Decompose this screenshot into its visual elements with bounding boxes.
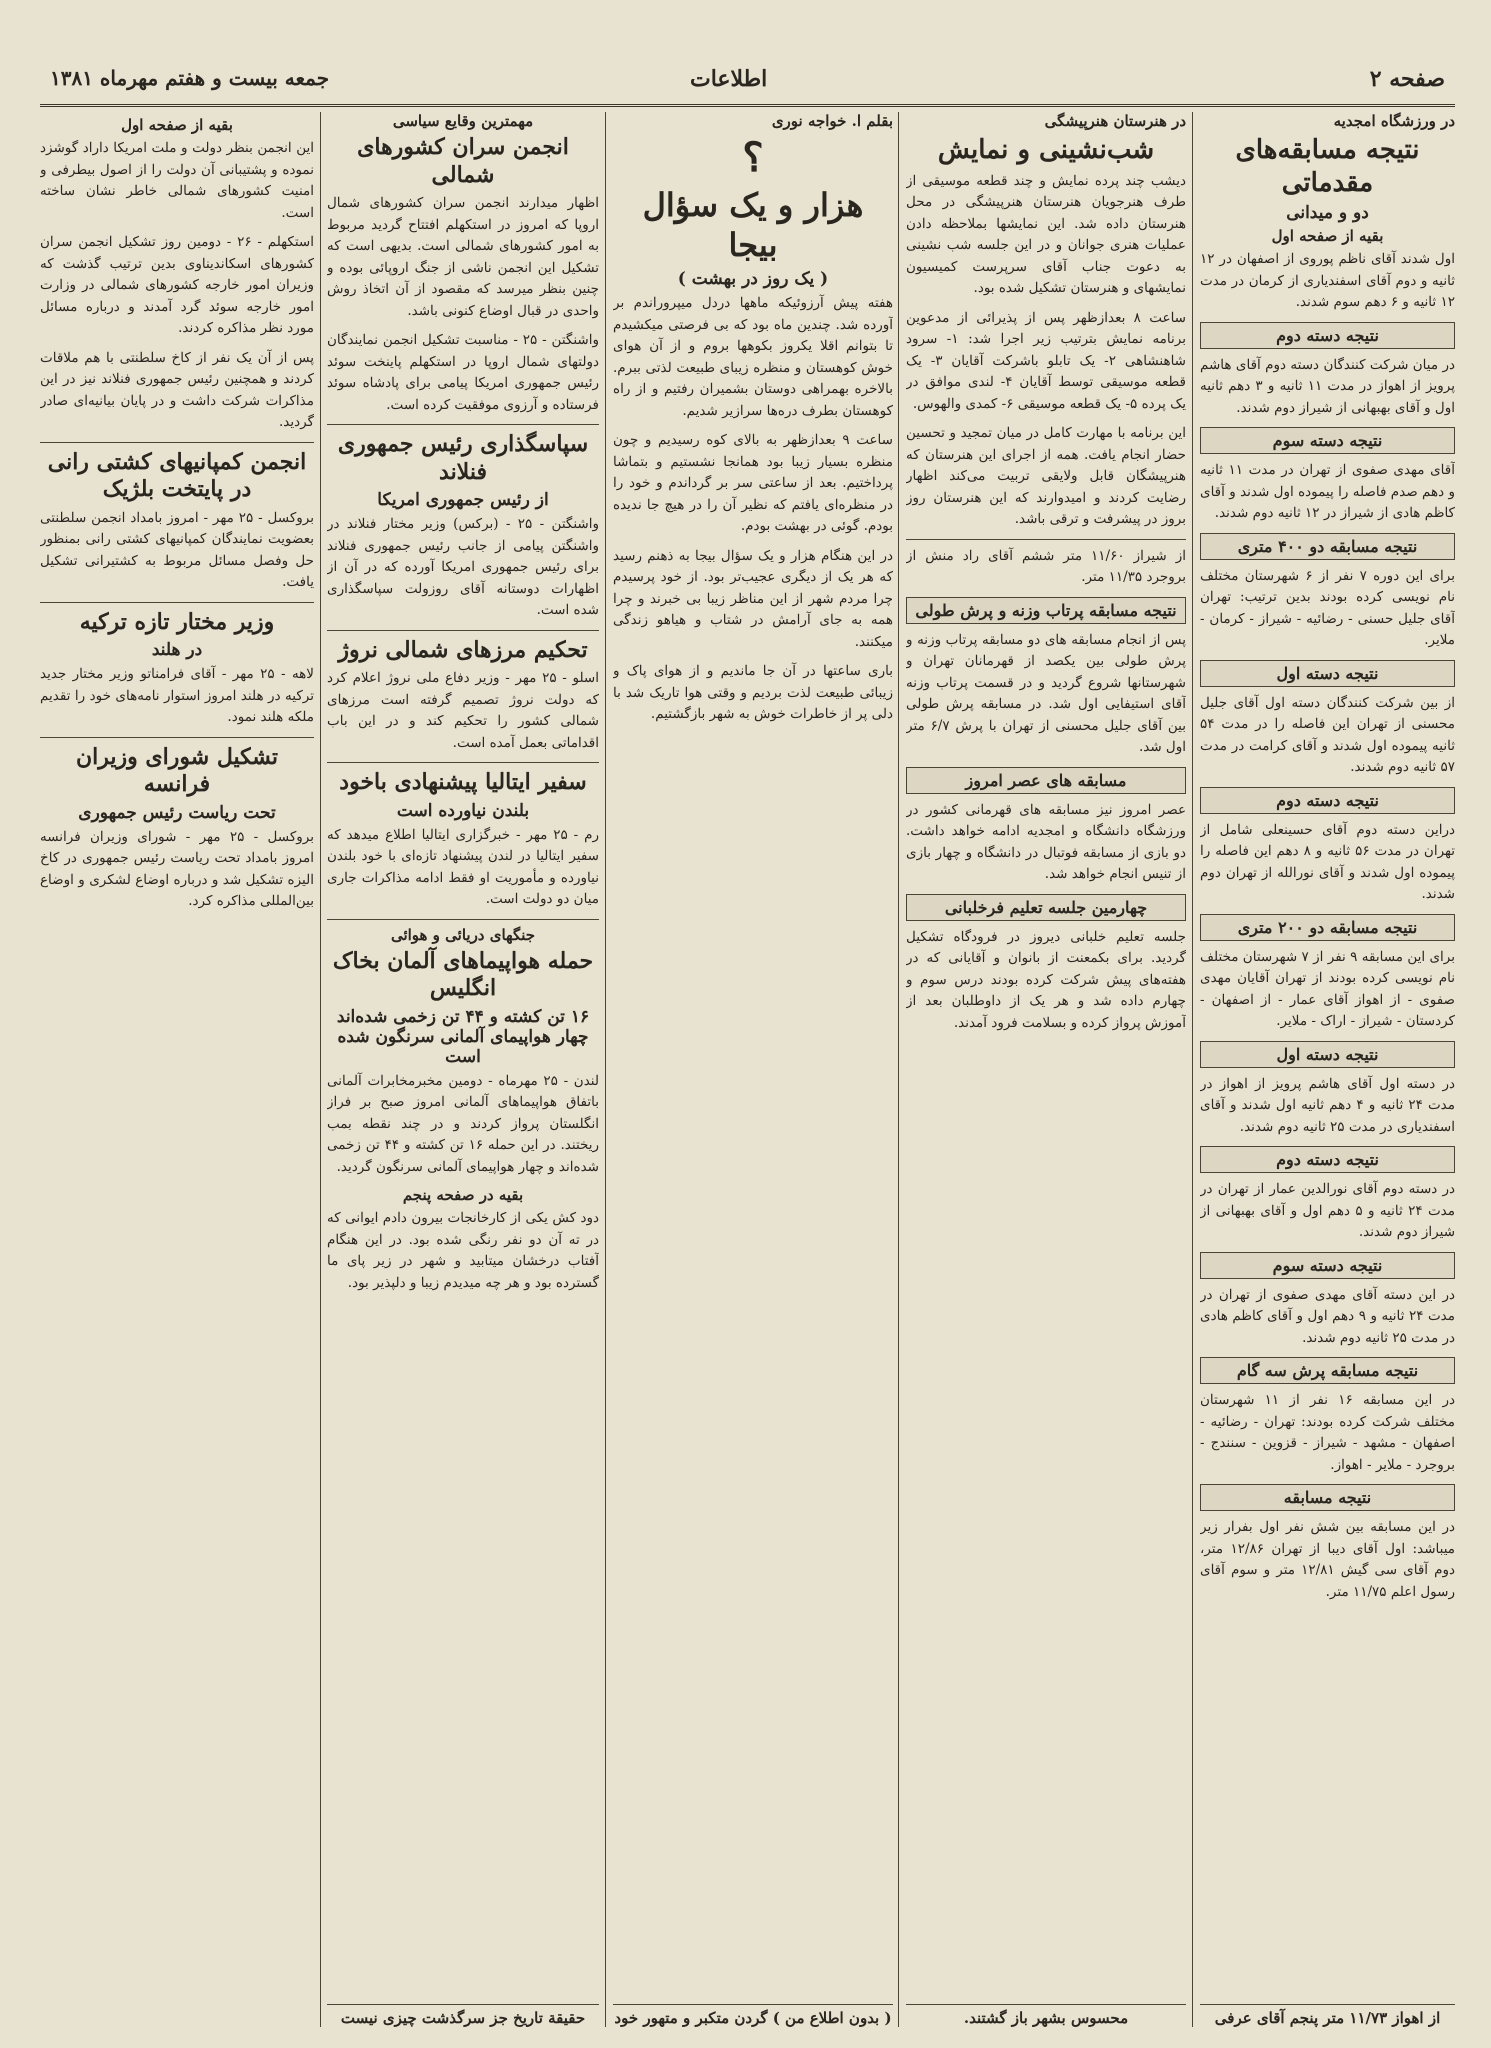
column-footer — [327, 2004, 599, 2035]
politics-column — [327, 112, 599, 2022]
air-raid-headline: حمله هواپیماهای آلمان بخاک انگلیس — [332, 947, 594, 1001]
question-mark: ؟ — [742, 134, 764, 181]
article-body: استکهلم - ۲۶ - دومین روز تشکیل انجمن سران کشورهای اسکاندیناوی بدین ترتیب گذشت که وزیران امور خارجه کشورهای شمالی در وزارت امور خارجه سوئد گرد آمدند و درباره مسائل مورد نظر مذاکره کردند. — [40, 234, 314, 336]
finland-subhead: از رئیس جمهوری امریکا — [377, 490, 549, 510]
article-body: از شیراز ۱۱/۶۰ متر ششم آقای راد منش از بروجرد ۱۱/۳۵ متر. — [906, 547, 1186, 585]
belgium-headline: انجمن کمپانیهای کشتی رانی در پایتخت بلژیک — [47, 448, 307, 502]
sports-column — [1200, 112, 1455, 2022]
france-headline: تشکیل شورای وزیران فرانسه — [75, 743, 279, 797]
divider — [327, 424, 599, 425]
section-tag: جنگهای دریائی و هوائی — [390, 925, 536, 944]
finland-headline: سپاسگذاری رئیس جمهوری فنلاند — [337, 431, 589, 485]
date-line: جمعه بیست و هفتم مهرماه ۱۳۸۱ — [50, 66, 330, 90]
continued-note: بقیه از صفحه اول — [121, 116, 233, 134]
article-body: لندن - ۲۵ مهرماه - دومین مخبرمخابرات آلمانی باتفاق هواپیماهای آلمانی امروز صبح بر فراز انگلستان پرواز کردند و در چند نقطه بمب ریختند. در این حمله ۱۶ تن کشته و ۴۴ تن زخمی شده‌اند و چهار هواپیمای آلمانی سرنگون گردید. — [327, 1072, 599, 1175]
divider — [40, 442, 314, 443]
location-line: در ورزشگاه امجدیه — [1333, 112, 1455, 130]
section-label: نتیجه دسته سوم — [1200, 1252, 1455, 1279]
section-label: نتیجه دسته دوم — [1200, 322, 1455, 349]
article-body: باری ساعتها در آن جا ماندیم و از هوای پاک و زیبائی طبیعت لذت بردیم و وقتی هوا تاریک شد با دلی پر از خاطرات خوش به شهر بازگشتیم. — [613, 663, 893, 722]
section-label: نتیجه مسابقه دو ۲۰۰ متری — [1200, 914, 1455, 941]
section-label: نتیجه دسته دوم — [1200, 1146, 1455, 1173]
section-label: نتیجه مسابقه پرش سه گام — [1200, 1357, 1455, 1384]
article-body: ساعت ۹ بعدازظهر به بالای کوه رسیدیم و چون منظره بسیار زیبا بود همانجا نشستیم و بتماشا پرداختیم. بعد از ساعتی سر بر گرداندم و خود را در منظره‌ای یافتم که نظیر آن را در هیچ جا ندیده بودم. گوئی در بهشت بودم. — [613, 432, 893, 534]
byline: بقلم ا. خواجه نوری — [771, 112, 893, 130]
article-body: آقای مهدی صفوی از تهران در مدت ۱۱ ثانیه و دهم صدم فاصله را پیموده اول شدند و آقای کاظم هادی از شیراز در ۱۲ ثانیه دوم شدند. — [1200, 462, 1455, 521]
footer-text: محسوس بشهر باز گشتند. — [963, 2009, 1129, 2027]
france-subhead: تحت ریاست رئیس جمهوری — [78, 802, 276, 823]
article-body: دیشب چند پرده نمایش و چند قطعه موسیقی از طرف هنرجویان هنرستان هنرپیشگی در محل هنرستان داده شد. این نمایشها بملاحظه دادن عملیات هنری جوانان و در این جلسه شب نشینی به دعوت جناب آقای سرپرست کمیسیون نمایشهای و هنرستان تشکیل شده بود. — [906, 172, 1186, 296]
article-body: در این هنگام هزار و یک سؤال بیجا به ذهنم رسید که هر یک از دیگری عجیب‌تر بود. از خود پرسیدم چرا مردم شهر از این مناظر زیبا بی خبرند و چرا همه به جای آرامش در شتاب و هیاهو زندگی میکنند. — [613, 547, 893, 650]
article-body: در این مسابقه ۱۶ نفر از ۱۱ شهرستان مختلف شرکت کرده بودند: تهران - رضائیه - اصفهان - مشهد - شیراز - قزوین - سنندج - بروجرد - ملایر - اهواز. — [1200, 1392, 1455, 1473]
divider — [327, 762, 599, 763]
article-body: جلسه تعلیم خلبانی دیروز در فرودگاه تشکیل گردید. برای بکمعنت از بانوان و آقایانی که در هفته‌های پیش شرکت کرده بودند درس سوم و چهارم داده شد و هر یک از داوطلبان بعد از آموزش پرواز کرده و بسلامت فرود آمدند. — [906, 928, 1186, 1031]
footer-text: ( بدون اطلاع من ) گردن متکبر و متهور خود — [614, 2009, 892, 2027]
section-label: نتیجه مسابقه — [1200, 1484, 1455, 1511]
article-body: در میان شرکت کنندگان دسته دوم آقای هاشم پرویز از اهواز در مدت ۱۱ ثانیه و ۳ دهم ثانیه اول و آقای بهبهانی از شیراز دوم شدند. — [1200, 356, 1455, 416]
page-label: صفحه ۲ — [1369, 66, 1445, 92]
italy-subhead: بلندن نیاورده است — [396, 800, 530, 821]
article-body: ساعت ۸ بعدازظهر پس از پذیرائی از مدعوین برنامه نمایش بترتیب زیر اجرا شد: ۱- سرود شاهنشاهی ۲- یک تابلو باشرکت آقایان ۳- یک قطعه موسیقی توسط آقایان ۴- لندی موافق در یک پرده ۵- یک قطعه موسیقی ۶- کمدی والهوس. — [906, 309, 1186, 412]
essay-headline: هزار و یک سؤال بیجا — [642, 186, 864, 264]
newspaper-page — [40, 60, 1455, 2035]
article-body: واشنگتن - ۲۵ - مناسبت تشکیل انجمن نمایندگان دولتهای شمال اروپا در استکهلم پاینخت سوئد رئیس جمهوری امریکا پیامی برای پادشاه سوئد فرستاده و آرزوی موفقیت کرده است. — [327, 332, 599, 413]
article-body: از بین شرکت کنندگان دسته اول آقای جلیل محسنی از تهران این فاصله را در مدت ۵۴ ثانیه پیموده اول شدند و آقای کرامت در مدت ۵۷ ثانیه دوم شدند. — [1200, 694, 1455, 775]
continued-note: بقیه از صفحه اول — [1271, 227, 1384, 245]
footer-text: حقیقة تاریخ جز سرگذشت چیزی نیست — [340, 2009, 586, 2027]
article-body: در این مسابقه بین شش نفر اول بفرار زیر میباشد: اول آقای دیبا از تهران ۱۲/۸۶ متر، دوم آقای سی گیش ۱۲/۸۱ متر و سوم آقای رسول اعلم ۱۱/۷۵ متر. — [1200, 1519, 1455, 1600]
column-footer — [906, 2004, 1186, 2035]
column-rule — [1192, 112, 1193, 2027]
article-body: برای این مسابقه ۹ نفر از ۷ شهرستان مختلف نام نویسی کرده بودند از تهران آقایان مهدی صفوی - از اهواز آقای عمار - از اصفهان - کردستان - شیراز - اراک - ملایر. — [1200, 948, 1455, 1029]
article-body: این انجمن بنظر دولت و ملت امریکا داراد گوشزد نموده و پشتیبانی آن دولت را از اصول بیطرفی و امنیت کشورهای شمالی خاطر نشان ساخته است. — [40, 140, 314, 221]
article-body: اول شدند آقای ناظم پوروی از اصفهان در ۱۲ ثانیه و دوم آقای اسفندیاری از کرمان در مدت ۱۲ ثانیه و ۶ دهم سوم شدند. — [1200, 251, 1455, 310]
divider — [327, 630, 599, 631]
article-body: بروکسل - ۲۵ مهر - شورای وزیران فرانسه امروز بامداد تحت ریاست رئیس جمهوری در کاخ الیزه تشکیل شد و درباره اوضاع لشکری و اوضاع بین‌المللی مذاکره کرد. — [40, 828, 314, 909]
column-footer — [613, 2004, 893, 2035]
air-raid-subhead: ۱۶ تن کشته و ۴۴ تن زخمی شده‌اند چهار هواپیمای آلمانی سرنگون شده است — [336, 1006, 590, 1067]
article-body: اظهار میدارند انجمن سران کشورهای شمال اروپا که امروز در استکهلم افتتاح گردید مربوط به امور کشورهای شمالی است. بدیهی است که تشکیل این انجمن ناشی از جنگ اروپائی بوده و چنین بنظر میرسد که مقصود از آن اتخاذ روش واحدی در قبال اوضاع کنونی باشد. — [327, 195, 599, 319]
essay-subhead: ( یک روز در بهشت ) — [677, 269, 829, 289]
article-body: عصر امروز نیز مسابقه های قهرمانی کشور در ورزشگاه دانشگاه و امجدیه ادامه خواهد داشت. دو بازی از مسابقه فوتبال در دانشگاه و چهار بازی از تنیس انجام خواهد شد. — [906, 801, 1186, 882]
section-label: نتیجه دسته اول — [1200, 1041, 1455, 1068]
divider — [40, 737, 314, 738]
turkey-subhead: در هلند — [151, 640, 203, 660]
foreign-news-column — [40, 112, 314, 2022]
sports-headline: نتیجه مسابقه‌های مقدماتی — [1235, 135, 1420, 198]
section-label: نتیجه دسته سوم — [1200, 427, 1455, 454]
article-body: در دسته اول آقای هاشم پرویز از اهواز در مدت ۲۴ ثانیه و ۴ دهم ثانیه اول شدند و آقای اسفندیاری در مدت ۲۵ ثانیه دوم شدند. — [1200, 1075, 1455, 1135]
norway-headline: تحکیم مرزهای شمالی نروژ — [338, 636, 588, 663]
section-label: نتیجه مسابقه پرتاب وزنه و پرش طولی — [906, 597, 1186, 624]
article-body: رم - ۲۵ مهر - خبرگزاری ایتالیا اطلاع میدهد که سفیر ایتالیا در لندن پیشنهاد تازه‌ای با خود بلندن نیاورده و مأموریت او فقط ادامه مذاکرات جاری میان دو دولت است. — [327, 826, 599, 907]
sports-subhead: دو و میدانی — [1286, 203, 1369, 223]
location-line: در هنرستان هنرپیشگی — [1044, 112, 1186, 130]
article-body: دود کش یکی از کارخانجات بیرون دادم ایوانی که در ته آن دو نفر رنگی شده بود. در این هنگام آفتاب درخشان میتابید و شهر در زیر پای ما گسترده بود و هر چه میدیدم زیبا و دلپذیر بود. — [327, 1210, 599, 1291]
section-label: مسابقه های عصر امروز — [906, 767, 1186, 794]
theater-column — [906, 112, 1186, 2022]
column-rule — [605, 112, 606, 2027]
theater-headline: شب‌نشینی و نمایش — [937, 135, 1155, 165]
article-body: در دسته دوم آقای نورالدین عمار از تهران در مدت ۲۴ ثانیه و ۵ دهم اول و آقای بهبهانی از شیراز دوم شدند. — [1200, 1181, 1455, 1240]
article-body: واشنگتن - ۲۵ - (برکس) وزیر مختار فنلاند در واشنگتن پیامی از جانب رئیس جمهوری فنلاند برای رئیس جمهوری امریکا آورده که در آن از اظهارات دوستانه آقای روزولت سپاسگذاری شده است. — [327, 516, 599, 618]
article-body: اسلو - ۲۵ مهر - وزیر دفاع ملی نروژ اعلام کرد که دولت نروژ تصمیم گرفته است مرزهای شمالی کشور را تحکیم کند و در این باب اقداماتی بعمل آمده است. — [327, 670, 599, 751]
article-body: لاهه - ۲۵ مهر - آقای فرامناتو وزیر مختار جدید ترکیه در هلند امروز استوار نامه‌های خود را تقدیم ملکه هلند نمود. — [40, 666, 314, 725]
article-body: پس از انجام مسابقه های دو مسابقه پرتاب وزنه و پرش طولی بین یکصد از قهرمانان تهران و شهرستانها شروع گردید و در قسمت پرتاب وزنه آقای استیفایی اول شد. در مسابقه پرش طولی بین آقای جلیل محسنی از تهران با پرش ۶/۷ متر اول شد. — [906, 631, 1186, 755]
section-label: نتیجه دسته اول — [1200, 660, 1455, 687]
article-body: بروکسل - ۲۵ مهر - امروز بامداد انجمن سلطنتی بعضویت نمایندگان کمپانیهای کشتی رانی بمنظور حل وفصل مسائل مربوط به کشتیرانی تشکیل یافت. — [40, 509, 314, 590]
section-tag: مهمترین وقایع سیاسی — [392, 112, 534, 130]
continued-note: بقیه در صفحه پنجم — [402, 1186, 524, 1204]
essay-column — [613, 112, 893, 2022]
article-body: دراین دسته دوم آقای حسینعلی شامل از تهران در مدت ۵۶ ثانیه و ۸ دهم این فاصله را پیموده اول شدند و آقای نورالله از تهران دوم شدند. — [1200, 821, 1455, 902]
column-rule — [320, 112, 321, 2027]
article-body: پس از آن یک نفر از کاخ سلطنتی با هم ملاقات کردند و همچنین رئیس جمهوری فنلاند نیز در این مذاکرات شرکت داشت و در پایان بیانیه‌ای صادر گردید. — [40, 349, 314, 430]
article-body: برای این دوره ۷ نفر از ۶ شهرستان مختلف نام نویسی کرده بودند بدین ترتیب: تهران آقای جلیل حسنی - رضائیه - شیراز - کرمان - ملایر. — [1200, 567, 1455, 648]
column-rule — [898, 112, 899, 2027]
divider — [327, 919, 599, 920]
section-label: نتیجه دسته دوم — [1200, 787, 1455, 814]
section-label: چهارمین جلسه تعلیم فرخلبانی — [906, 894, 1186, 921]
article-body: در این دسته آقای مهدی صفوی از تهران در مدت ۲۴ ثانیه و ۹ دهم اول و آقای کاظم هادی در مدت ۲۵ ثانیه دوم شدند. — [1200, 1286, 1455, 1346]
footer-text: از اهواز ۱۱/۷۳ متر پنجم آقای عرفی — [1214, 2009, 1441, 2027]
politics-headline: انجمن سران کشورهای شمالی — [357, 134, 569, 188]
masthead — [40, 60, 1455, 107]
section-label: نتیجه مسابقه دو ۴۰۰ متری — [1200, 533, 1455, 560]
article-body: این برنامه با مهارت کامل در میان تمجید و تحسین حضار انجام یافت. همه از اجرای این هنرستان که هنرپیشگان قابل ولایقی تربیت می‌کند اظهار رضایت کردند و امیدوارند که این هنرستان روز بروز در پیشرفت و ترقی باشد. — [906, 425, 1186, 527]
paper-name: اطلاعات — [690, 66, 768, 92]
column-footer — [1200, 2004, 1455, 2035]
divider — [906, 539, 1186, 540]
article-body: هفته پیش آرزوئیکه ماهها دردل میپروراندم بر آورده شد. چندین ماه بود که بی فرصتی میکشیدم تا بتوانم اقلا یکروز بکوهها بروم و از آن هوای خوش کوهستان و منظره زیبای طبیعت لذتی ببرم. بالاخره بهمراهی دوستان بشمیران رفتیم و از راه کوهستان بطرف دره‌ها سرازیر شدیم. — [613, 295, 893, 419]
italy-headline: سفیر ایتالیا پیشنهادی باخود — [339, 769, 587, 795]
divider — [40, 602, 314, 603]
turkey-headline: وزیر مختار تازه ترکیه — [79, 608, 275, 635]
